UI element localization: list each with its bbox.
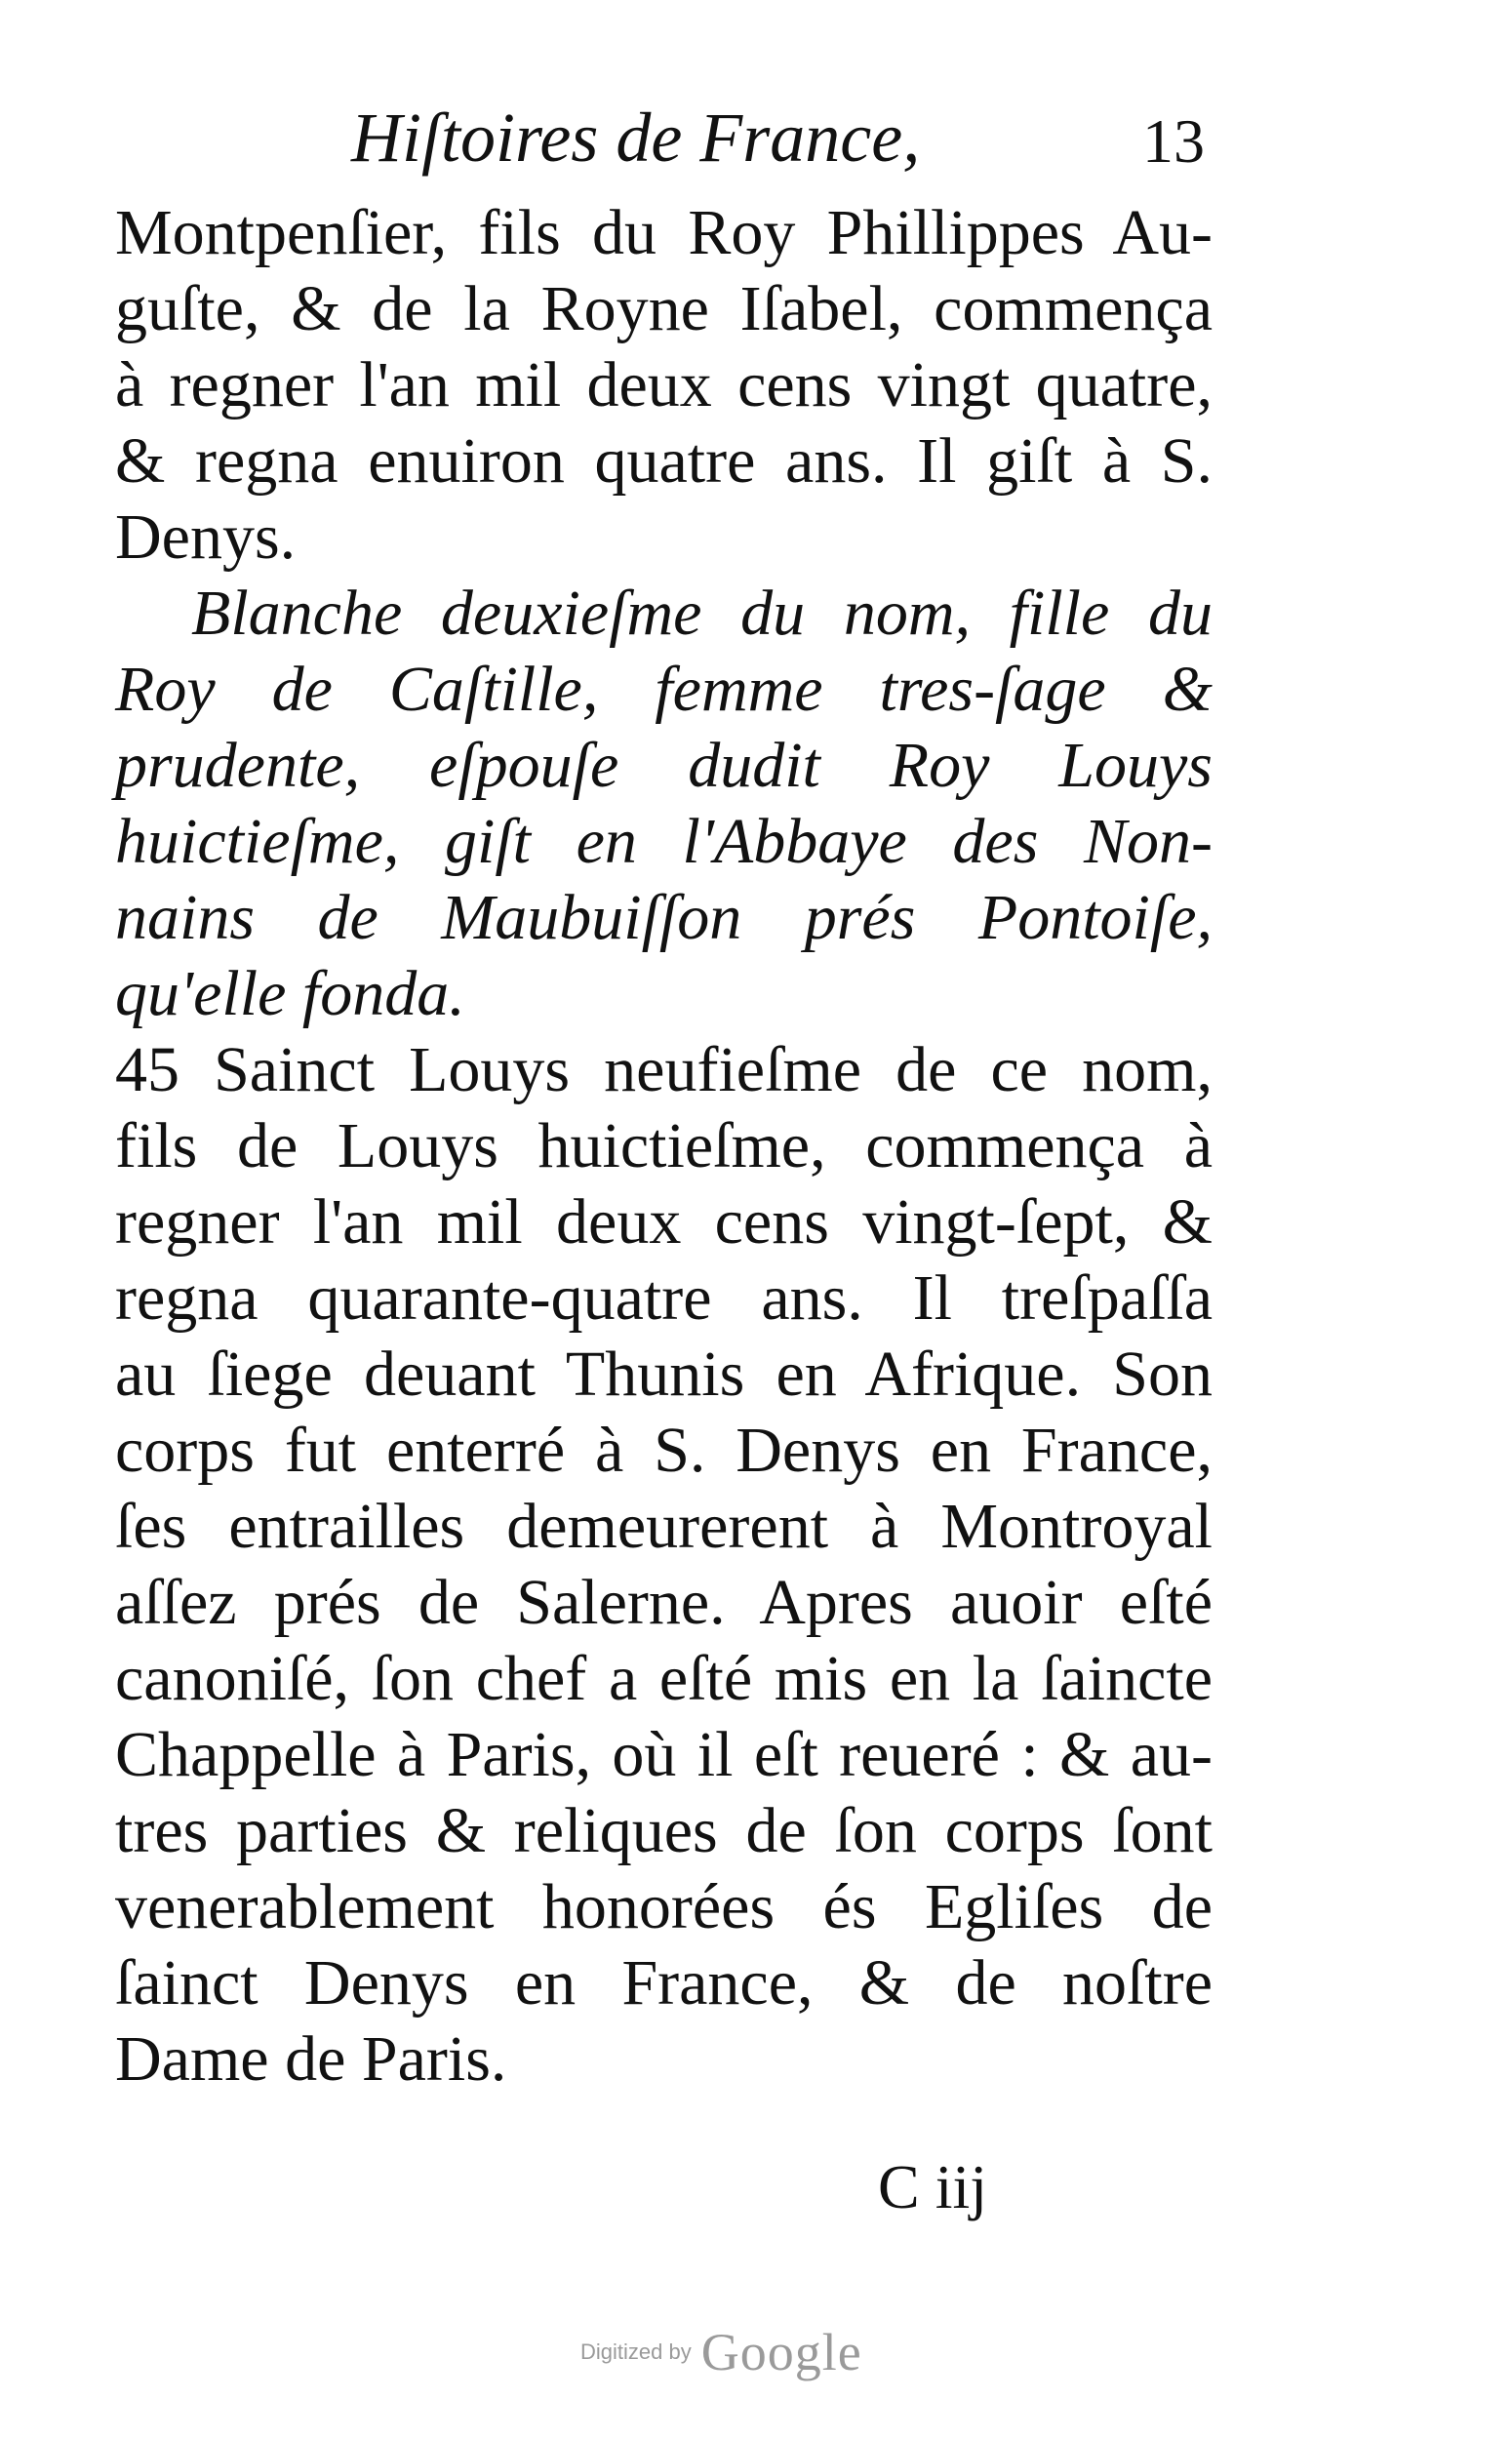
running-title: Hiſtoires de France, [351, 99, 921, 177]
text-line: venerablement honorées és Egliſes de [115, 1871, 1213, 1942]
text-line: à regner l'an mil deux cens vingt quatre, [115, 349, 1213, 420]
paragraph-saint-louis [115, 1032, 1213, 2098]
text-line: Blanche deuxieſme du nom, fille du [191, 578, 1213, 649]
text-line: regner l'an mil deux cens vingt-ſept, & [115, 1186, 1213, 1258]
text-line: tres parties & reliques de ſon corps ſont [115, 1795, 1213, 1866]
text-line: & regna enuiron quatre ans. Il giſt à S. [115, 425, 1213, 497]
text-line: Dame de Paris. [115, 2023, 507, 2095]
text-line: canoniſé, ſon chef a eſté mis en la ſaincte [115, 1643, 1213, 1714]
text-line: huictieſme, giſt en l'Abbaye des Non- [115, 806, 1213, 877]
text-line: nains de Maubuiſſon prés Pontoiſe, [115, 882, 1213, 953]
text-line: prudente, eſpouſe dudit Roy Louys [115, 730, 1213, 801]
text-line: fils de Louys huictieſme, commença à [115, 1110, 1213, 1181]
text-line: guſte, & de la Royne Iſabel, commença [115, 273, 1213, 344]
text-line: Roy de Caſtille, femme tres-ſage & [115, 654, 1213, 725]
text-line: Montpenſier, fils du Roy Phillippes Au- [115, 197, 1213, 268]
text-line: ſainct Denys en France, & de noſtre [115, 1947, 1213, 2019]
page-number: 13 [1142, 106, 1205, 176]
signature-mark: C iij [878, 2152, 988, 2221]
page-header [122, 98, 1205, 195]
text-line: au ſiege deuant Thunis en Afrique. Son [115, 1339, 1213, 1410]
text-line: 45 Sainct Louys neufieſme de ce nom, [115, 1034, 1213, 1105]
text-line: aſſez prés de Salerne. Apres auoir eſté [115, 1567, 1213, 1638]
body-text [115, 195, 1213, 2098]
watermark-prefix: Digitized by [580, 2339, 692, 2364]
paragraph-louis-viii [115, 195, 1213, 576]
text-line: corps fut enterré à S. Denys en France, [115, 1415, 1213, 1486]
paragraph-blanche [115, 576, 1213, 1032]
text-line: qu'elle fonda. [115, 958, 465, 1029]
text-line: ſes entrailles demeurerent à Montroyal [115, 1491, 1213, 1562]
digitization-watermark [580, 2322, 862, 2382]
text-line: Denys. [115, 501, 297, 573]
text-line: regna quarante-quatre ans. Il treſpaſſa [115, 1262, 1213, 1334]
text-line: Chappelle à Paris, où il eſt reueré : & au- [115, 1719, 1213, 1790]
google-logo: Google [700, 2323, 862, 2381]
